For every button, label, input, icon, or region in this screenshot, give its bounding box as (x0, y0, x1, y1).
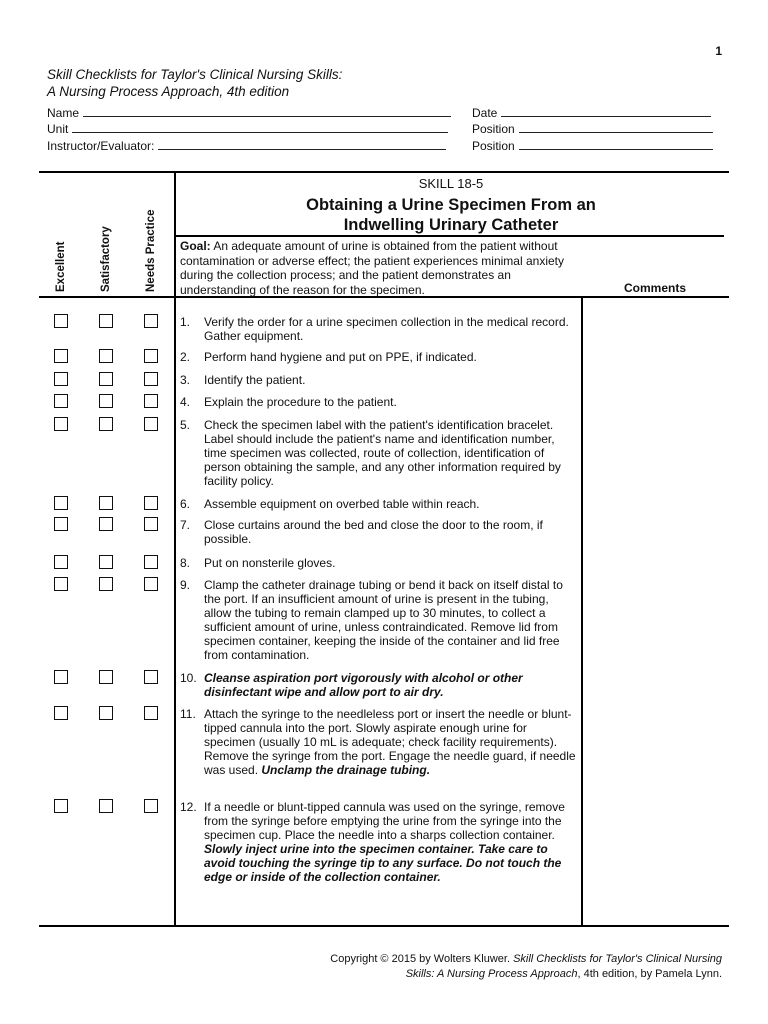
unit-line[interactable] (72, 121, 448, 133)
checkbox-excellent[interactable] (54, 417, 68, 431)
goal-statement (180, 239, 580, 297)
unit-label: Unit (47, 122, 69, 136)
skill-number: SKILL 18-5 (418, 176, 484, 191)
step-plain-text: Assemble equipment on overbed table within reach. (204, 497, 480, 511)
step-number: 6. (180, 497, 191, 511)
checkbox-excellent[interactable] (54, 314, 68, 328)
goal-label: Goal: (180, 239, 211, 253)
checkbox-excellent[interactable] (54, 496, 68, 510)
position-field-1[interactable] (472, 121, 713, 137)
checkbox-needs-practice[interactable] (144, 799, 158, 813)
step-plain-text: Check the specimen label with the patient's identification bracelet. Label should include the patient's name and identification number, time specimen was collected, route of collection, identification of person obtaining the sample, and any other information required by facility policy. (204, 418, 561, 488)
step-number: 8. (180, 556, 191, 570)
position-line-1[interactable] (519, 121, 713, 133)
position-label-1: Position (472, 122, 515, 136)
name-line[interactable] (83, 105, 451, 117)
position-field-2[interactable] (472, 138, 713, 154)
step-number: 3. (180, 373, 191, 387)
step-text (204, 497, 576, 511)
skill-title-line-2: Indwelling Urinary Catheter (343, 216, 559, 234)
checkbox-satisfactory[interactable] (99, 372, 113, 386)
copyright-prefix: Copyright © 2015 by Wolters Kluwer. (330, 953, 511, 965)
step-text (204, 418, 576, 488)
step-emphasized-text: Cleanse aspiration port vigorously with alcohol or other disinfectant wipe and allow port to air dry. (204, 671, 523, 699)
step-text (204, 556, 576, 570)
step-number: 2. (180, 350, 191, 364)
checkbox-satisfactory[interactable] (99, 394, 113, 408)
step-text (204, 707, 576, 777)
table-top-rule (39, 171, 729, 173)
checkbox-excellent[interactable] (54, 670, 68, 684)
position-line-2[interactable] (519, 138, 713, 150)
date-line[interactable] (501, 105, 711, 117)
name-label: Name (47, 106, 80, 120)
step-number: 9. (180, 578, 191, 592)
checkbox-needs-practice[interactable] (144, 372, 158, 386)
instructor-field[interactable] (47, 138, 446, 154)
step-text (204, 395, 576, 409)
step-emphasized-text: Unclamp the drainage tubing. (261, 763, 431, 777)
checkbox-needs-practice[interactable] (144, 670, 158, 684)
name-field[interactable] (47, 105, 451, 121)
step-number: 11. (180, 707, 196, 721)
step-plain-text: Clamp the catheter drainage tubing or bend it back on itself distal to the port. If an insufficient amount of urine is present in the tubing, allow the tubing to remain clamped up to 30 minutes, to collect a sufficient amount of urine, unless contraindicated. Remove lid from specimen container, keeping the inside of the container and lid free from contamination. (204, 578, 563, 662)
checkbox-excellent[interactable] (54, 349, 68, 363)
step-number: 4. (180, 395, 191, 409)
checkbox-satisfactory[interactable] (99, 670, 113, 684)
checkbox-needs-practice[interactable] (144, 394, 158, 408)
step-number: 12. (180, 800, 197, 814)
date-field[interactable] (472, 105, 711, 121)
step-number: 10. (180, 671, 197, 685)
instructor-label: Instructor/Evaluator: (47, 139, 155, 153)
copyright-notice (302, 952, 722, 982)
step-number: 1. (180, 315, 191, 329)
step-text (204, 518, 576, 546)
step-text (204, 671, 576, 699)
rating-header-satisfactory: Satisfactory (100, 226, 112, 292)
book-title-line-2: A Nursing Process Approach, 4th edition (47, 84, 290, 99)
checkbox-excellent[interactable] (54, 394, 68, 408)
checkbox-excellent[interactable] (54, 577, 68, 591)
rating-header-excellent: Excellent (55, 241, 67, 292)
step-plain-text: Attach the syringe to the needleless port or insert the needle or blunt-tipped cannula into the port. Slowly aspirate enough urine for specimen (usually 10 mL is adequate; check facility requirements). Remove the syringe from the port. Engage the needle guard, if needle was used. (204, 707, 576, 777)
checkbox-needs-practice[interactable] (144, 496, 158, 510)
checkbox-needs-practice[interactable] (144, 517, 158, 531)
checkbox-needs-practice[interactable] (144, 349, 158, 363)
step-text (204, 578, 576, 662)
step-plain-text: Verify the order for a urine specimen collection in the medical record. Gather equipment. (204, 315, 569, 343)
checkbox-excellent[interactable] (54, 555, 68, 569)
step-plain-text: If a needle or blunt-tipped cannula was used on the syringe, remove from the syringe before emptying the urine from the syringe into the specimen cup. Place the needle into a sharps collection container. (204, 800, 565, 842)
checkbox-satisfactory[interactable] (99, 349, 113, 363)
goal-text: An adequate amount of urine is obtained from the patient without contamination or adverse effect; the patient experiences minimal anxiety during the collection process; and the patient demonstrates an understanding of the reason for the specimen. (180, 239, 564, 297)
comments-header: Comments (623, 281, 686, 295)
checkbox-excellent[interactable] (54, 706, 68, 720)
checkbox-satisfactory[interactable] (99, 706, 113, 720)
checkbox-needs-practice[interactable] (144, 577, 158, 591)
step-number: 5. (180, 418, 191, 432)
checkbox-needs-practice[interactable] (144, 417, 158, 431)
rating-header-needs-practice: Needs Practice (145, 209, 157, 292)
step-plain-text: Close curtains around the bed and close the door to the room, if possible. (204, 518, 543, 546)
step-plain-text: Perform hand hygiene and put on PPE, if indicated. (204, 350, 477, 364)
checkbox-satisfactory[interactable] (99, 577, 113, 591)
step-plain-text: Put on nonsterile gloves. (204, 556, 336, 570)
checkbox-excellent[interactable] (54, 517, 68, 531)
step-plain-text: Identify the patient. (204, 373, 306, 387)
comments-column-divider (581, 296, 583, 926)
title-underline (176, 235, 724, 237)
step-plain-text: Explain the procedure to the patient. (204, 395, 397, 409)
step-text (204, 800, 576, 884)
checkbox-needs-practice[interactable] (144, 555, 158, 569)
checkbox-satisfactory[interactable] (99, 799, 113, 813)
book-title (47, 66, 342, 100)
step-text (204, 350, 576, 364)
unit-field[interactable] (47, 121, 448, 137)
book-title-line-1: Skill Checklists for Taylor's Clinical Nursing Skills: (47, 67, 343, 82)
page-number: 1 (715, 44, 722, 58)
checkbox-needs-practice[interactable] (144, 706, 158, 720)
skill-title-line-1: Obtaining a Urine Specimen From an (306, 196, 596, 214)
checkbox-satisfactory[interactable] (99, 555, 113, 569)
instructor-line[interactable] (158, 138, 446, 150)
table-bottom-rule (39, 925, 729, 927)
checkbox-satisfactory[interactable] (99, 417, 113, 431)
step-number: 7. (180, 518, 191, 532)
copyright-title: Skill Checklists for Taylor's Clinical Nursing Skills: A Nursing Process Approach (405, 953, 722, 980)
copyright-suffix: , 4th edition, by Pamela Lynn. (577, 968, 722, 980)
position-label-2: Position (472, 139, 515, 153)
date-label: Date (472, 106, 498, 120)
step-emphasized-text: Slowly inject urine into the specimen container. Take care to avoid touching the syringe tip to any surface. Do not touch the edge or inside of the collection container. (204, 842, 562, 884)
checkbox-satisfactory[interactable] (99, 496, 113, 510)
checkbox-excellent[interactable] (54, 372, 68, 386)
step-text (204, 373, 576, 387)
checkbox-excellent[interactable] (54, 799, 68, 813)
checkbox-satisfactory[interactable] (99, 517, 113, 531)
rating-column-divider (174, 171, 176, 926)
step-text (204, 315, 576, 343)
checkbox-needs-practice[interactable] (144, 314, 158, 328)
skill-title (176, 195, 726, 235)
checkbox-satisfactory[interactable] (99, 314, 113, 328)
